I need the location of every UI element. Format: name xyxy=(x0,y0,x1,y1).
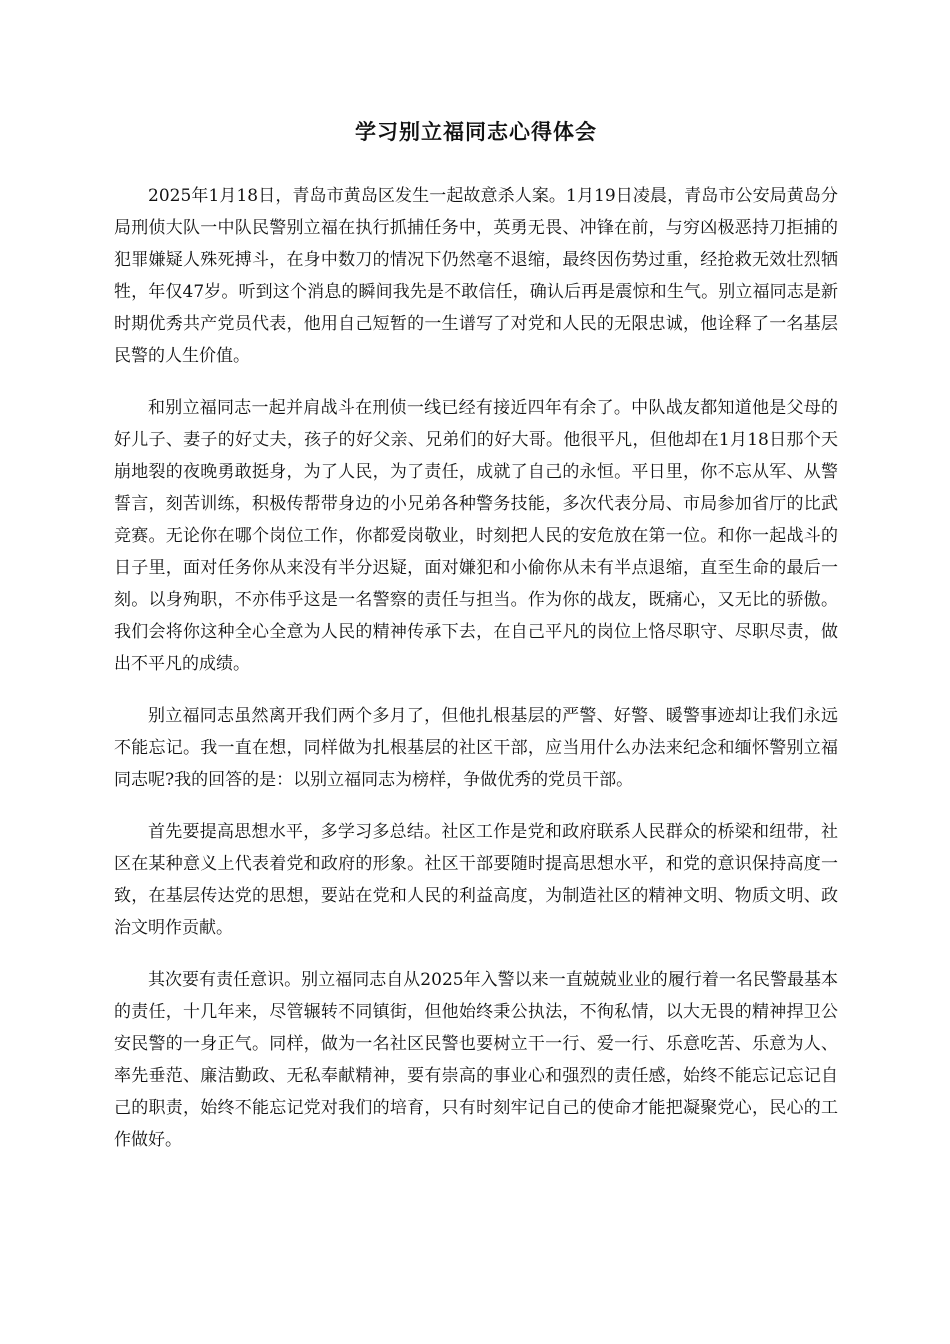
document-title: 学习别立福同志心得体会 xyxy=(355,120,597,144)
paragraph-3: 别立福同志虽然离开我们两个多月了，但他扎根基层的严警、好警、暖警事迹却让我们永远不能忘记。我一直在想，同样做为扎根基层的社区干部，应当用什么办法来纪念和缅怀警别立福同志呢?我的回答的是：以别立福同志为榜样，争做优秀的党员干部。 xyxy=(114,706,838,790)
paragraph-2: 和别立福同志一起并肩战斗在刑侦一线已经有接近四年有余了。中队战友都知道他是父母的好儿子、妻子的好丈夫，孩子的好父亲、兄弟们的好大哥。他很平凡，但他却在1月18日那个天崩地裂的夜晚勇敢挺身，为了人民，为了责任，成就了自己的永恒。平日里，你不忘从军、从警誓言，刻苦训练，积极传帮带身边的小兄弟各种警务技能，多次代表分局、市局参加省厅的比武竞赛。无论你在哪个岗位工作，你都爱岗敬业，时刻把人民的安危放在第一位。和你一起战斗的日子里，面对任务你从来没有半分迟疑，面对嫌犯和小偷你从未有半点退缩，直至生命的最后一刻。以身殉职，不亦伟乎这是一名警察的责任与担当。作为你的战友，既痛心，又无比的骄傲。我们会将你这种全心全意为人民的精神传承下去，在自己平凡的岗位上恪尽职守、尽职尽责，做出不平凡的成绩。 xyxy=(114,398,838,674)
paragraph-4: 首先要提高思想水平，多学习多总结。社区工作是党和政府联系人民群众的桥梁和纽带，社区在某种意义上代表着党和政府的形象。社区干部要随时提高思想水平，和党的意识保持高度一致，在基层传达党的思想，要站在党和人民的利益高度，为制造社区的精神文明、物质文明、政治文明作贡献。 xyxy=(114,822,838,938)
paragraph-1: 2025年1月18日，青岛市黄岛区发生一起故意杀人案。1月19日凌晨，青岛市公安局黄岛分局刑侦大队一中队民警别立福在执行抓捕任务中，英勇无畏、冲锋在前，与穷凶极恶持刀拒捕的犯罪嫌疑人殊死搏斗，在身中数刀的情况下仍然毫不退缩，最终因伤势过重，经抢救无效壮烈牺牲，年仅47岁。听到这个消息的瞬间我先是不敢信任，确认后再是震惊和生气。别立福同志是新时期优秀共产党员代表，他用自己短暂的一生谱写了对党和人民的无限忠诚，他诠释了一名基层民警的人生价值。 xyxy=(114,186,838,366)
paragraph-5: 其次要有责任意识。别立福同志自从2025年入警以来一直兢兢业业的履行着一名民警最基本的责任，十几年来，尽管辗转不同镇街，但他始终秉公执法，不徇私情，以大无畏的精神捍卫公安民警的一身正气。同样，做为一名社区民警也要树立干一行、爱一行、乐意吃苦、乐意为人、率先垂范、廉洁勤政、无私奉献精神，要有崇高的事业心和强烈的责任感，始终不能忘记忘记自己的职责，始终不能忘记党对我们的培育，只有时刻牢记自己的使命才能把凝聚党心，民心的工作做好。 xyxy=(114,970,838,1150)
